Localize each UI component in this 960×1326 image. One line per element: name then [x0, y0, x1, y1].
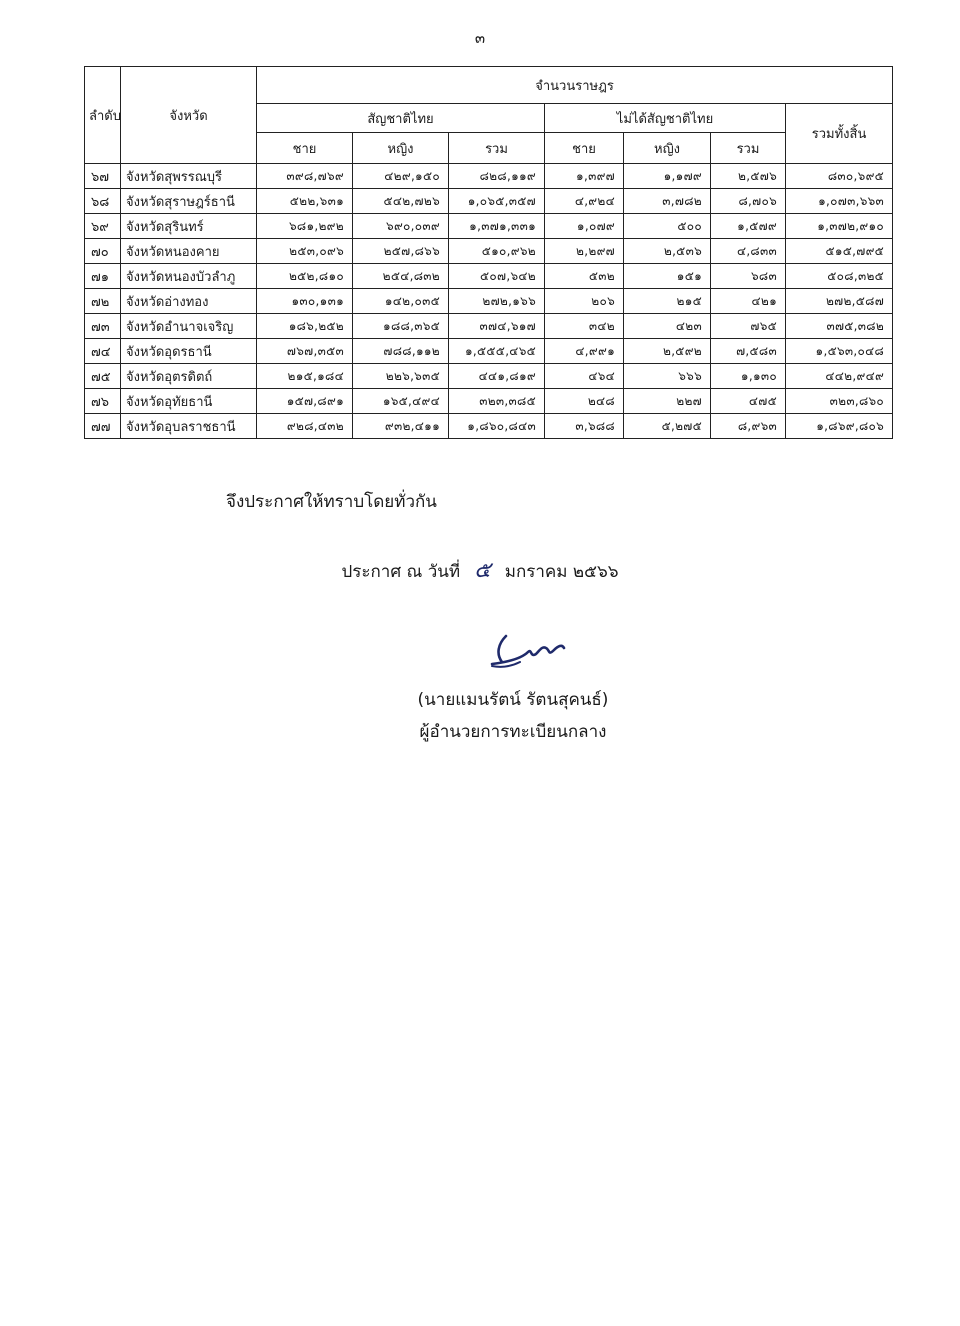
- cell-non-thai-total: ๗๖๕: [711, 314, 786, 339]
- cell-thai-female: ๗๘๘,๑๑๒: [353, 339, 449, 364]
- table-row: [85, 189, 893, 214]
- cell-thai-male: ๕๒๒,๖๓๑: [257, 189, 353, 214]
- signer-title: ผู้อำนวยการทะเบียนกลาง: [419, 722, 607, 742]
- row-province: จังหวัดหนองคาย: [121, 239, 257, 264]
- cell-non-thai-total: ๖๘๓: [711, 264, 786, 289]
- row-order: ๗๖: [85, 389, 121, 414]
- cell-thai-total: ๓๗๔,๖๑๗: [449, 314, 545, 339]
- cell-thai-male: ๑๕๗,๘๙๑: [257, 389, 353, 414]
- cell-thai-total: ๓๒๓,๓๘๕: [449, 389, 545, 414]
- cell-grand-total: ๕๑๕,๗๙๕: [786, 239, 893, 264]
- cell-non-thai-total: ๔๗๕: [711, 389, 786, 414]
- page-number: ๓: [474, 29, 486, 47]
- cell-thai-total: ๔๔๑,๘๑๙: [449, 364, 545, 389]
- row-province: จังหวัดอำนาจเจริญ: [121, 314, 257, 339]
- cell-grand-total: ๓๒๓,๘๖๐: [786, 389, 893, 414]
- cell-thai-total: ๑,๐๖๕,๓๕๗: [449, 189, 545, 214]
- cell-non-thai-male: ๔๖๔: [545, 364, 624, 389]
- cell-non-thai-male: ๓๔๒: [545, 314, 624, 339]
- cell-thai-total: ๑,๕๕๕,๔๖๕: [449, 339, 545, 364]
- date-month-year: มกราคม ๒๕๖๖: [504, 562, 619, 582]
- table-row: [85, 364, 893, 389]
- cell-non-thai-female: ๒,๕๓๖: [624, 239, 711, 264]
- cell-thai-male: ๒๕๒,๘๑๐: [257, 264, 353, 289]
- header-thai-total: รวม: [449, 133, 545, 164]
- row-order: ๖๘: [85, 189, 121, 214]
- header-thai-nationality: สัญชาติไทย: [257, 104, 545, 133]
- header-order: ลำดับ: [85, 67, 121, 164]
- cell-thai-female: ๙๓๒,๔๑๑: [353, 414, 449, 439]
- cell-non-thai-female: ๒,๕๙๒: [624, 339, 711, 364]
- row-province: จังหวัดอุตรดิตถ์: [121, 364, 257, 389]
- signature-image: [488, 628, 568, 674]
- cell-non-thai-male: ๔,๙๙๑: [545, 339, 624, 364]
- cell-thai-female: ๔๒๙,๑๕๐: [353, 164, 449, 189]
- cell-non-thai-female: ๔๒๓: [624, 314, 711, 339]
- cell-thai-male: ๖๘๑,๒๙๒: [257, 214, 353, 239]
- table-row: [85, 214, 893, 239]
- cell-grand-total: ๑,๕๖๓,๐๔๘: [786, 339, 893, 364]
- cell-grand-total: ๘๓๐,๖๙๕: [786, 164, 893, 189]
- cell-thai-total: ๑,๘๖๐,๘๔๓: [449, 414, 545, 439]
- cell-thai-total: ๘๒๘,๑๑๙: [449, 164, 545, 189]
- cell-thai-female: ๖๙๐,๐๓๙: [353, 214, 449, 239]
- cell-thai-female: ๕๔๒,๗๒๖: [353, 189, 449, 214]
- cell-non-thai-total: ๘,๙๖๓: [711, 414, 786, 439]
- cell-non-thai-female: ๕,๒๗๕: [624, 414, 711, 439]
- cell-non-thai-total: ๘,๗๐๖: [711, 189, 786, 214]
- row-order: ๗๐: [85, 239, 121, 264]
- row-province: จังหวัดสุพรรณบุรี: [121, 164, 257, 189]
- row-order: ๗๗: [85, 414, 121, 439]
- cell-non-thai-female: ๕๐๐: [624, 214, 711, 239]
- cell-non-thai-female: ๓,๗๘๒: [624, 189, 711, 214]
- cell-non-thai-total: ๑,๑๓๐: [711, 364, 786, 389]
- cell-non-thai-female: ๖๖๖: [624, 364, 711, 389]
- cell-non-thai-male: ๒,๒๙๗: [545, 239, 624, 264]
- cell-non-thai-total: ๑,๕๗๙: [711, 214, 786, 239]
- cell-thai-total: ๕๐๗,๖๔๒: [449, 264, 545, 289]
- cell-thai-female: ๑๔๒,๐๓๕: [353, 289, 449, 314]
- cell-thai-total: ๒๗๒,๑๖๖: [449, 289, 545, 314]
- cell-grand-total: ๓๗๕,๓๘๒: [786, 314, 893, 339]
- cell-non-thai-male: ๔,๙๒๔: [545, 189, 624, 214]
- cell-non-thai-female: ๒๒๗: [624, 389, 711, 414]
- cell-grand-total: ๑,๘๖๙,๘๐๖: [786, 414, 893, 439]
- cell-grand-total: ๑,๓๗๒,๙๑๐: [786, 214, 893, 239]
- table-row: [85, 414, 893, 439]
- population-table: [84, 66, 893, 439]
- announcement: จึงประกาศให้ทราบโดยทั่วกัน: [226, 492, 437, 512]
- cell-non-thai-male: ๕๓๒: [545, 264, 624, 289]
- header-population: จำนวนราษฎร: [257, 67, 893, 104]
- cell-non-thai-male: ๓,๖๘๘: [545, 414, 624, 439]
- row-order: ๖๗: [85, 164, 121, 189]
- table-row: [85, 264, 893, 289]
- row-province: จังหวัดอุดรธานี: [121, 339, 257, 364]
- table-row: [85, 164, 893, 189]
- cell-thai-female: ๒๕๗,๘๖๖: [353, 239, 449, 264]
- table-row: [85, 239, 893, 264]
- row-order: ๗๑: [85, 264, 121, 289]
- cell-thai-female: ๒๒๖,๖๓๕: [353, 364, 449, 389]
- table-row: [85, 389, 893, 414]
- date-prefix: ประกาศ ณ วันที่: [341, 562, 461, 582]
- cell-non-thai-male: ๒๐๖: [545, 289, 624, 314]
- cell-thai-female: ๑๖๕,๔๙๔: [353, 389, 449, 414]
- cell-non-thai-female: ๑๕๑: [624, 264, 711, 289]
- cell-non-thai-total: ๗,๕๘๓: [711, 339, 786, 364]
- cell-grand-total: ๕๐๘,๓๒๕: [786, 264, 893, 289]
- header-province: จังหวัด: [121, 67, 257, 164]
- header-grand-total: รวมทั้งสิ้น: [786, 104, 893, 164]
- cell-non-thai-male: ๑,๐๗๙: [545, 214, 624, 239]
- signer-name: (นายแมนรัตน์ รัตนสุคนธ์): [417, 690, 609, 710]
- row-order: ๗๒: [85, 289, 121, 314]
- row-order: ๗๔: [85, 339, 121, 364]
- table-body: [85, 164, 893, 439]
- cell-non-thai-female: ๑,๑๗๙: [624, 164, 711, 189]
- cell-grand-total: ๑,๐๗๓,๖๖๓: [786, 189, 893, 214]
- header-non-thai-total: รวม: [711, 133, 786, 164]
- header-non-thai-female: หญิง: [624, 133, 711, 164]
- cell-non-thai-female: ๒๑๕: [624, 289, 711, 314]
- cell-non-thai-male: ๒๔๘: [545, 389, 624, 414]
- cell-thai-female: ๒๕๔,๘๓๒: [353, 264, 449, 289]
- cell-thai-total: ๑,๓๗๑,๓๓๑: [449, 214, 545, 239]
- cell-thai-male: ๒๑๕,๑๘๔: [257, 364, 353, 389]
- row-province: จังหวัดอ่างทอง: [121, 289, 257, 314]
- cell-thai-male: ๙๒๘,๔๓๒: [257, 414, 353, 439]
- cell-thai-male: ๗๖๗,๓๕๓: [257, 339, 353, 364]
- cell-thai-male: ๒๕๓,๐๙๖: [257, 239, 353, 264]
- cell-grand-total: ๔๔๒,๙๔๙: [786, 364, 893, 389]
- cell-thai-female: ๑๘๘,๓๖๕: [353, 314, 449, 339]
- cell-thai-total: ๕๑๐,๙๖๒: [449, 239, 545, 264]
- cell-thai-male: ๑๘๖,๒๕๒: [257, 314, 353, 339]
- cell-non-thai-male: ๑,๓๙๗: [545, 164, 624, 189]
- header-thai-male: ชาย: [257, 133, 353, 164]
- cell-thai-male: ๓๙๘,๗๖๙: [257, 164, 353, 189]
- row-province: จังหวัดสุราษฎร์ธานี: [121, 189, 257, 214]
- header-thai-female: หญิง: [353, 133, 449, 164]
- cell-non-thai-total: ๔,๘๓๓: [711, 239, 786, 264]
- cell-non-thai-total: ๔๒๑: [711, 289, 786, 314]
- date-day: ๕: [474, 558, 491, 583]
- table-row: [85, 314, 893, 339]
- row-province: จังหวัดสุรินทร์: [121, 214, 257, 239]
- row-province: จังหวัดอุทัยธานี: [121, 389, 257, 414]
- row-order: ๗๓: [85, 314, 121, 339]
- row-province: จังหวัดอุบลราชธานี: [121, 414, 257, 439]
- cell-grand-total: ๒๗๒,๕๘๗: [786, 289, 893, 314]
- cell-non-thai-total: ๒,๕๗๖: [711, 164, 786, 189]
- table-row: [85, 339, 893, 364]
- table-row: [85, 289, 893, 314]
- row-province: จังหวัดหนองบัวลำภู: [121, 264, 257, 289]
- row-order: ๖๙: [85, 214, 121, 239]
- row-order: ๗๕: [85, 364, 121, 389]
- announcement-date: [0, 552, 960, 587]
- header-non-thai-nationality: ไม่ได้สัญชาติไทย: [545, 104, 786, 133]
- cell-thai-male: ๑๓๐,๑๓๑: [257, 289, 353, 314]
- header-non-thai-male: ชาย: [545, 133, 624, 164]
